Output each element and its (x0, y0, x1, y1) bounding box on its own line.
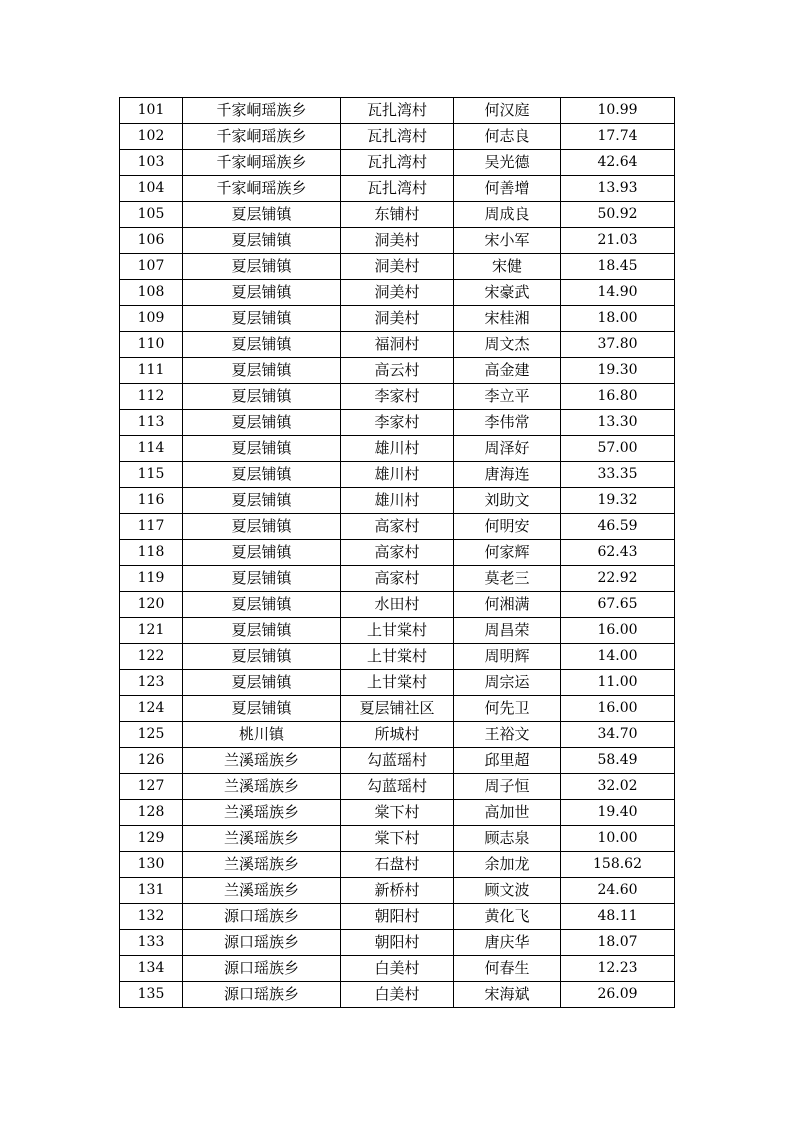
village-cell: 上甘棠村 (341, 644, 454, 670)
village-cell: 高云村 (341, 358, 454, 384)
amount-cell: 17.74 (561, 124, 675, 150)
person-name-cell: 何家辉 (454, 540, 561, 566)
person-name-cell: 邱里超 (454, 748, 561, 774)
village-cell: 瓦扎湾村 (341, 176, 454, 202)
row-number-cell: 132 (120, 904, 183, 930)
township-cell: 千家峒瑶族乡 (183, 124, 341, 150)
township-cell: 夏层铺镇 (183, 280, 341, 306)
row-number-cell: 110 (120, 332, 183, 358)
amount-cell: 18.07 (561, 930, 675, 956)
row-number-cell: 126 (120, 748, 183, 774)
person-name-cell: 吴光德 (454, 150, 561, 176)
amount-cell: 22.92 (561, 566, 675, 592)
village-cell: 瓦扎湾村 (341, 98, 454, 124)
township-cell: 源口瑶族乡 (183, 930, 341, 956)
village-cell: 石盘村 (341, 852, 454, 878)
table-row (120, 514, 675, 540)
person-name-cell: 何汉庭 (454, 98, 561, 124)
person-name-cell: 高加世 (454, 800, 561, 826)
village-cell: 雄川村 (341, 488, 454, 514)
table-row (120, 124, 675, 150)
row-number-cell: 120 (120, 592, 183, 618)
person-name-cell: 莫老三 (454, 566, 561, 592)
township-cell: 兰溪瑶族乡 (183, 800, 341, 826)
village-cell: 洞美村 (341, 280, 454, 306)
township-cell: 夏层铺镇 (183, 618, 341, 644)
village-cell: 洞美村 (341, 228, 454, 254)
village-cell: 勾蓝瑶村 (341, 774, 454, 800)
person-name-cell: 宋健 (454, 254, 561, 280)
township-cell: 夏层铺镇 (183, 358, 341, 384)
row-number-cell: 128 (120, 800, 183, 826)
amount-cell: 14.00 (561, 644, 675, 670)
person-name-cell: 宋豪武 (454, 280, 561, 306)
amount-cell: 33.35 (561, 462, 675, 488)
amount-cell: 19.40 (561, 800, 675, 826)
row-number-cell: 122 (120, 644, 183, 670)
row-number-cell: 118 (120, 540, 183, 566)
village-cell: 朝阳村 (341, 930, 454, 956)
row-number-cell: 101 (120, 98, 183, 124)
row-number-cell: 104 (120, 176, 183, 202)
township-cell: 夏层铺镇 (183, 384, 341, 410)
row-number-cell: 115 (120, 462, 183, 488)
table-row (120, 228, 675, 254)
amount-cell: 10.99 (561, 98, 675, 124)
person-name-cell: 何先卫 (454, 696, 561, 722)
village-cell: 棠下村 (341, 826, 454, 852)
township-cell: 夏层铺镇 (183, 202, 341, 228)
village-cell: 高家村 (341, 514, 454, 540)
row-number-cell: 133 (120, 930, 183, 956)
person-name-cell: 王裕文 (454, 722, 561, 748)
township-cell: 兰溪瑶族乡 (183, 748, 341, 774)
person-name-cell: 何志良 (454, 124, 561, 150)
row-number-cell: 107 (120, 254, 183, 280)
township-cell: 夏层铺镇 (183, 228, 341, 254)
person-name-cell: 刘助文 (454, 488, 561, 514)
row-number-cell: 127 (120, 774, 183, 800)
amount-cell: 158.62 (561, 852, 675, 878)
person-name-cell: 周泽好 (454, 436, 561, 462)
amount-cell: 62.43 (561, 540, 675, 566)
table-row (120, 384, 675, 410)
person-name-cell: 何明安 (454, 514, 561, 540)
amount-cell: 21.03 (561, 228, 675, 254)
row-number-cell: 124 (120, 696, 183, 722)
table-row (120, 722, 675, 748)
township-cell: 夏层铺镇 (183, 670, 341, 696)
amount-cell: 12.23 (561, 956, 675, 982)
amount-cell: 13.93 (561, 176, 675, 202)
township-cell: 夏层铺镇 (183, 488, 341, 514)
village-cell: 雄川村 (341, 462, 454, 488)
row-number-cell: 129 (120, 826, 183, 852)
village-cell: 上甘棠村 (341, 670, 454, 696)
village-cell: 勾蓝瑶村 (341, 748, 454, 774)
person-name-cell: 唐庆华 (454, 930, 561, 956)
row-number-cell: 112 (120, 384, 183, 410)
township-cell: 源口瑶族乡 (183, 982, 341, 1008)
row-number-cell: 103 (120, 150, 183, 176)
table-body (120, 98, 675, 1008)
table-row (120, 176, 675, 202)
amount-cell: 14.90 (561, 280, 675, 306)
township-cell: 夏层铺镇 (183, 332, 341, 358)
amount-cell: 50.92 (561, 202, 675, 228)
table-row (120, 566, 675, 592)
person-name-cell: 顾志泉 (454, 826, 561, 852)
village-cell: 新桥村 (341, 878, 454, 904)
table-row (120, 670, 675, 696)
table-row (120, 826, 675, 852)
village-cell: 高家村 (341, 540, 454, 566)
township-cell: 夏层铺镇 (183, 306, 341, 332)
amount-cell: 16.00 (561, 618, 675, 644)
table-row (120, 696, 675, 722)
amount-cell: 10.00 (561, 826, 675, 852)
row-number-cell: 134 (120, 956, 183, 982)
amount-cell: 13.30 (561, 410, 675, 436)
person-name-cell: 何湘满 (454, 592, 561, 618)
amount-cell: 18.00 (561, 306, 675, 332)
township-cell: 兰溪瑶族乡 (183, 826, 341, 852)
township-cell: 桃川镇 (183, 722, 341, 748)
person-name-cell: 李立平 (454, 384, 561, 410)
township-cell: 千家峒瑶族乡 (183, 176, 341, 202)
row-number-cell: 130 (120, 852, 183, 878)
village-cell: 李家村 (341, 384, 454, 410)
village-cell: 所城村 (341, 722, 454, 748)
person-name-cell: 宋桂湘 (454, 306, 561, 332)
person-name-cell: 宋小军 (454, 228, 561, 254)
table-row (120, 982, 675, 1008)
township-cell: 夏层铺镇 (183, 540, 341, 566)
village-cell: 瓦扎湾村 (341, 124, 454, 150)
amount-cell: 19.30 (561, 358, 675, 384)
table-row (120, 774, 675, 800)
person-name-cell: 周昌荣 (454, 618, 561, 644)
amount-cell: 11.00 (561, 670, 675, 696)
table-row (120, 436, 675, 462)
township-cell: 源口瑶族乡 (183, 956, 341, 982)
person-name-cell: 李伟常 (454, 410, 561, 436)
table-row (120, 332, 675, 358)
table-row (120, 488, 675, 514)
amount-cell: 32.02 (561, 774, 675, 800)
table-row (120, 878, 675, 904)
township-cell: 千家峒瑶族乡 (183, 150, 341, 176)
table-row (120, 748, 675, 774)
village-cell: 高家村 (341, 566, 454, 592)
table-row (120, 98, 675, 124)
township-cell: 夏层铺镇 (183, 592, 341, 618)
village-cell: 福洞村 (341, 332, 454, 358)
township-cell: 夏层铺镇 (183, 696, 341, 722)
person-name-cell: 黄化飞 (454, 904, 561, 930)
township-cell: 夏层铺镇 (183, 436, 341, 462)
document-table-container (119, 97, 674, 1008)
amount-cell: 58.49 (561, 748, 675, 774)
row-number-cell: 113 (120, 410, 183, 436)
amount-cell: 48.11 (561, 904, 675, 930)
township-cell: 夏层铺镇 (183, 514, 341, 540)
records-table (119, 97, 675, 1008)
table-row (120, 280, 675, 306)
village-cell: 东铺村 (341, 202, 454, 228)
person-name-cell: 顾文波 (454, 878, 561, 904)
amount-cell: 37.80 (561, 332, 675, 358)
person-name-cell: 宋海斌 (454, 982, 561, 1008)
row-number-cell: 109 (120, 306, 183, 332)
township-cell: 夏层铺镇 (183, 462, 341, 488)
village-cell: 瓦扎湾村 (341, 150, 454, 176)
table-row (120, 254, 675, 280)
township-cell: 夏层铺镇 (183, 410, 341, 436)
township-cell: 夏层铺镇 (183, 566, 341, 592)
person-name-cell: 高金建 (454, 358, 561, 384)
township-cell: 兰溪瑶族乡 (183, 878, 341, 904)
table-row (120, 462, 675, 488)
table-row (120, 800, 675, 826)
township-cell: 夏层铺镇 (183, 644, 341, 670)
village-cell: 白美村 (341, 956, 454, 982)
table-row (120, 904, 675, 930)
row-number-cell: 131 (120, 878, 183, 904)
table-row (120, 956, 675, 982)
village-cell: 夏层铺社区 (341, 696, 454, 722)
person-name-cell: 何春生 (454, 956, 561, 982)
village-cell: 上甘棠村 (341, 618, 454, 644)
table-row (120, 540, 675, 566)
row-number-cell: 114 (120, 436, 183, 462)
person-name-cell: 唐海连 (454, 462, 561, 488)
village-cell: 棠下村 (341, 800, 454, 826)
village-cell: 李家村 (341, 410, 454, 436)
row-number-cell: 135 (120, 982, 183, 1008)
person-name-cell: 周子恒 (454, 774, 561, 800)
row-number-cell: 125 (120, 722, 183, 748)
township-cell: 源口瑶族乡 (183, 904, 341, 930)
village-cell: 白美村 (341, 982, 454, 1008)
table-row (120, 930, 675, 956)
amount-cell: 57.00 (561, 436, 675, 462)
row-number-cell: 123 (120, 670, 183, 696)
amount-cell: 24.60 (561, 878, 675, 904)
village-cell: 洞美村 (341, 306, 454, 332)
row-number-cell: 102 (120, 124, 183, 150)
township-cell: 兰溪瑶族乡 (183, 852, 341, 878)
village-cell: 雄川村 (341, 436, 454, 462)
row-number-cell: 105 (120, 202, 183, 228)
amount-cell: 42.64 (561, 150, 675, 176)
table-row (120, 592, 675, 618)
table-row (120, 410, 675, 436)
person-name-cell: 周成良 (454, 202, 561, 228)
person-name-cell: 何善增 (454, 176, 561, 202)
village-cell: 洞美村 (341, 254, 454, 280)
row-number-cell: 111 (120, 358, 183, 384)
person-name-cell: 周宗运 (454, 670, 561, 696)
amount-cell: 46.59 (561, 514, 675, 540)
person-name-cell: 周明辉 (454, 644, 561, 670)
township-cell: 兰溪瑶族乡 (183, 774, 341, 800)
village-cell: 水田村 (341, 592, 454, 618)
table-row (120, 852, 675, 878)
amount-cell: 67.65 (561, 592, 675, 618)
table-row (120, 202, 675, 228)
amount-cell: 26.09 (561, 982, 675, 1008)
table-row (120, 618, 675, 644)
table-row (120, 358, 675, 384)
person-name-cell: 余加龙 (454, 852, 561, 878)
township-cell: 千家峒瑶族乡 (183, 98, 341, 124)
row-number-cell: 116 (120, 488, 183, 514)
row-number-cell: 108 (120, 280, 183, 306)
row-number-cell: 117 (120, 514, 183, 540)
person-name-cell: 周文杰 (454, 332, 561, 358)
amount-cell: 18.45 (561, 254, 675, 280)
amount-cell: 19.32 (561, 488, 675, 514)
row-number-cell: 119 (120, 566, 183, 592)
table-row (120, 150, 675, 176)
amount-cell: 16.80 (561, 384, 675, 410)
table-row (120, 644, 675, 670)
amount-cell: 16.00 (561, 696, 675, 722)
row-number-cell: 121 (120, 618, 183, 644)
village-cell: 朝阳村 (341, 904, 454, 930)
township-cell: 夏层铺镇 (183, 254, 341, 280)
table-row (120, 306, 675, 332)
row-number-cell: 106 (120, 228, 183, 254)
amount-cell: 34.70 (561, 722, 675, 748)
